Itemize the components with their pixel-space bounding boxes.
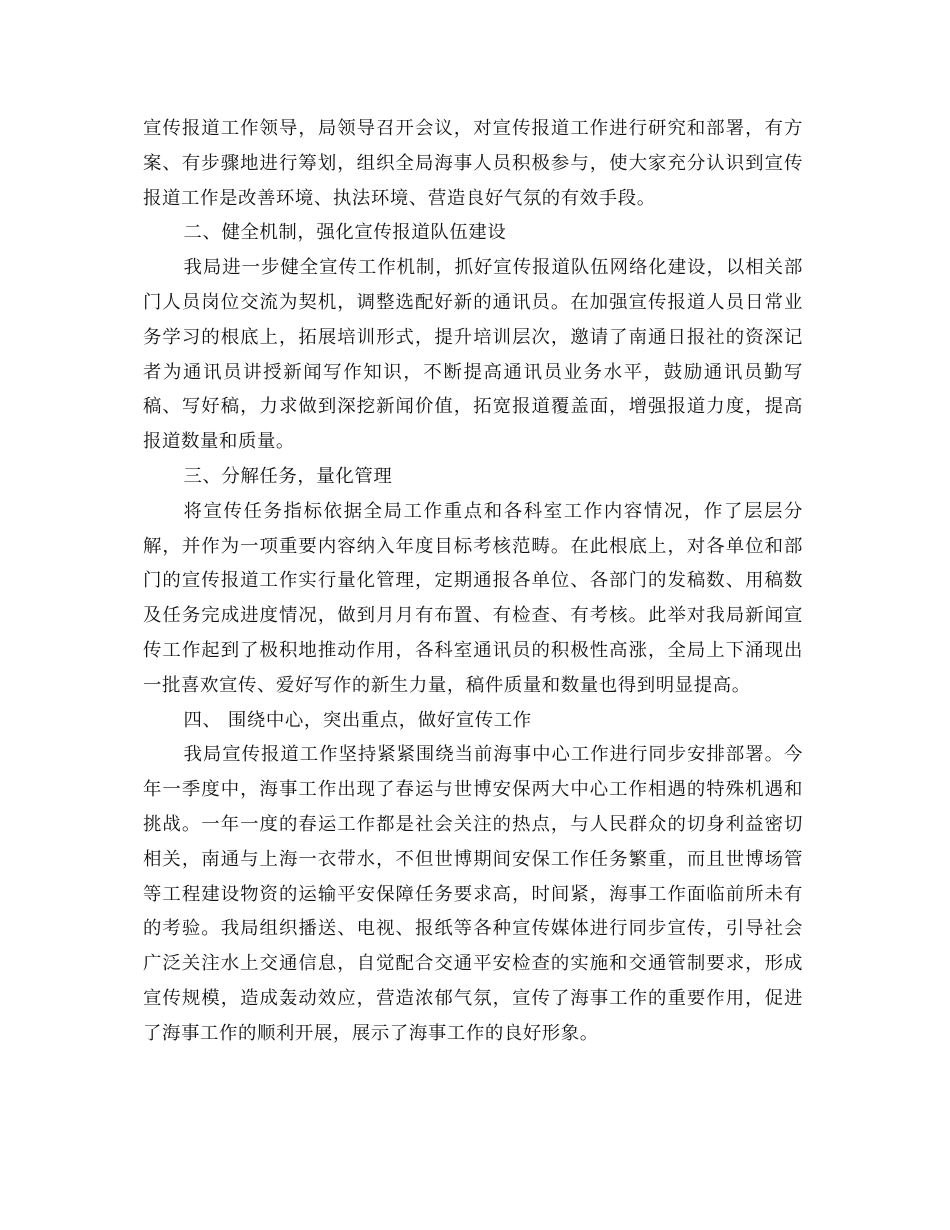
section-heading-4: 四、 围绕中心，突出重点，做好宣传工作 — [183, 709, 532, 731]
paragraph-section-2: 我局进一步健全宣传工作机制，抓好宣传报道队伍网络化建设，以相关部门人员岗位交流为契机，调整选配好新的通讯员。在加强宣传报道人员日常业务学习的根底上，拓展培训形式，提升培训层次，邀请了南通日报社的资深记者为通讯员讲授新闻写作知识，不断提高通讯员业务水平，鼓励通讯员勤写稿、写好稿，力求做到深挖新闻价值，拓宽报道覆盖面，增强报道力度，提高报道数量和质量。 — [143, 257, 803, 453]
paragraph-section-3: 将宣传任务指标依据全局工作重点和各科室工作内容情况，作了层层分解，并作为一项重要内容纳入年度目标考核范畴。在此根底上，对各单位和部门的宣传报道工作实行量化管理，定期通报各单位、各部门的发稿数、用稿数及任务完成进度情况，做到月月有布置、有检查、有考核。此举对我局新闻宣传工作起到了极积地推动作用，各科室通讯员的积极性高涨，全局上下涌现出一批喜欢宣传、爱好写作的新生力量，稿件质量和数量也得到明显提高。 — [143, 500, 803, 696]
section-heading-2: 二、健全机制，强化宣传报道队伍建设 — [183, 222, 507, 244]
paragraph-intro-continuation: 宣传报道工作领导，局领导召开会议，对宣传报道工作进行研究和部署，有方案、有步骤地进行筹划，组织全局海事人员积极参与，使大家充分认识到宣传报道工作是改善环境、执法环境、营造良好气氛的有效手段。 — [143, 118, 803, 209]
paragraph-section-4: 我局宣传报道工作坚持紧紧围绕当前海事中心工作进行同步安排部署。今年一季度中，海事工作出现了春运与世博安保两大中心工作相遇的特殊机遇和挑战。一年一度的春运工作都是社会关注的热点，与人民群众的切身利益密切相关，南通与上海一衣带水，不但世博期间安保工作任务繁重，而且世博场管等工程建设物资的运输平安保障任务要求高，时间紧，海事工作面临前所未有的考验。我局组织播送、电视、报纸等各种宣传媒体进行同步宣传，引导社会广泛关注水上交通信息，自觉配合交通平安检查的实施和交通管制要求，形成宣传规模，造成轰动效应，营造浓郁气氛，宣传了海事工作的重要作用，促进了海事工作的顺利开展，展示了海事工作的良好形象。 — [143, 744, 803, 1044]
document-body — [143, 112, 803, 1052]
section-heading-3: 三、分解任务，量化管理 — [183, 465, 393, 487]
